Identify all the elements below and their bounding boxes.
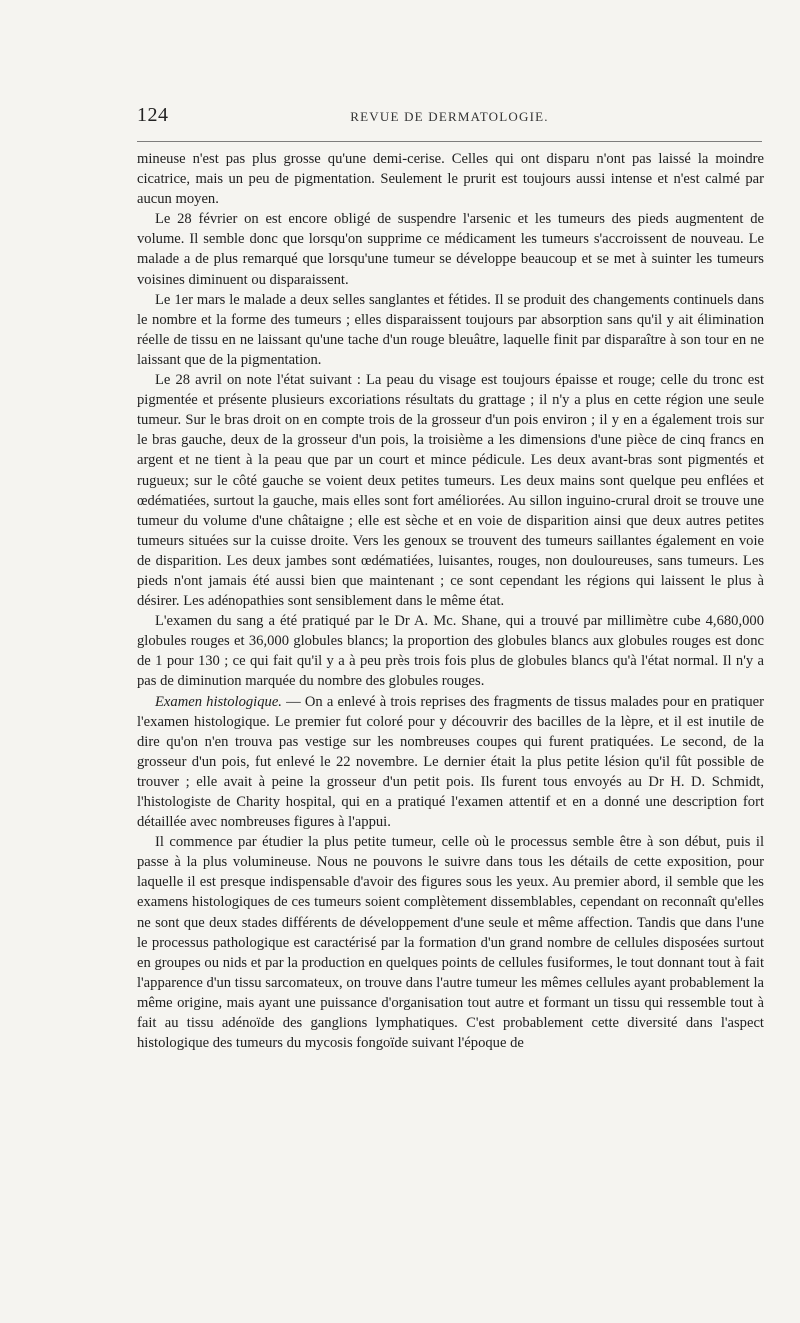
paragraph-4 bbox=[137, 370, 764, 611]
running-head: REVUE DE DERMATOLOGIE. bbox=[350, 109, 549, 124]
page-header bbox=[137, 104, 762, 134]
header-rule bbox=[137, 141, 762, 142]
paragraph-7 bbox=[137, 832, 764, 1053]
paragraph-2 bbox=[137, 209, 764, 289]
section-heading: Examen histologique. bbox=[155, 693, 282, 710]
paragraph-6-text: — On a enlevé à trois reprises des fragments de tissus malades pour en pratiquer l'examen histologique. Le premier fut coloré pour y découvrir des bacilles de la lèpre, et il est inutile de dire qu'on n'en trouva pas vestige sur les nombreuses coupes qui furent pratiquées. Le second, de la grosseur d'un pois, fut enlevé le 22 novembre. Le dernier était la plus petite lésion qu'il fût possible de trouver ; elle avait à peine la grosseur d'un petit pois. Ils furent tous envoyés au Dr H. D. Schmidt, l'histologiste de Charity hospital, qui en a pratiqué l'examen attentif et en a donné une description fort détaillée avec nombreuses figures à l'appui. bbox=[137, 693, 764, 831]
paragraph-5-text: L'examen du sang a été pratiqué par le Dr A. Mc. Shane, qui a trouvé par millimètre cube 4,680,000 globules rouges et 36,000 globules blancs; la proportion des globules blancs aux globules rouges est donc de 1 pour 130 ; ce qui fait qu'il y a à peu près trois fois plus de globules blancs qu'à l'état normal. Il n'y a pas de diminution marquée du nombre des globules rouges. bbox=[137, 613, 764, 690]
page-number: 124 bbox=[137, 104, 169, 126]
paragraph-2-text: Le 28 février on est encore obligé de suspendre l'arsenic et les tumeurs des pieds augmentent de volume. Il semble donc que lorsqu'on supprime ce médicament les tumeurs s'accroissent de nouveau. Le malade a de plus remarqué que lorsqu'une tumeur se développe beaucoup et se met à suinter les tumeurs voisines diminuent ou disparaissent. bbox=[137, 211, 764, 288]
paragraph-7-text: Il commence par étudier la plus petite tumeur, celle où le processus semble être à son début, puis il passe à la plus volumineuse. Nous ne pouvons le suivre dans tous les détails de cette exposition, pour laquelle il est presque indispensable d'avoir des figures sous les yeux. Au premier abord, il semble que les examens histologiques de ces tumeurs soient complètement dissemblables, cependant on reconnaît qu'elles ne sont que deux stades différents de développement d'une seule et même affection. Tandis que dans l'une le processus pathologique est caractérisé par la formation d'un grand nombre de cellules disposées surtout en groupes ou nids et par la production en quelques points de cellules fusiformes, le tout donnant tout à fait l'apparence d'un tissu sarcomateux, on trouve dans l'autre tumeur les mêmes cellules ayant probablement la même origine, mais ayant une puissance d'organisation tout autre et formant un tissu qui ressemble tout à fait au tissu adénoïde des ganglions lymphatiques. C'est probablement cette diversité dans l'aspect histologique des tumeurs du mycosis fongoïde suivant l'époque de bbox=[137, 834, 764, 1052]
paragraph-1 bbox=[137, 149, 764, 209]
paragraph-3-text: Le 1er mars le malade a deux selles sanglantes et fétides. Il se produit des changements continuels dans le nombre et la forme des tumeurs ; elles disparaissent toujours par absorption sans qu'il y ait élimination réelle de tissu en ne laissant qu'une tache d'un rouge bleuâtre, laquelle finit par disparaître à son tour en ne laissant que de la pigmentation. bbox=[137, 291, 764, 368]
article-body bbox=[137, 149, 764, 1053]
paragraph-1-text: mineuse n'est pas plus grosse qu'une demi-cerise. Celles qui ont disparu n'ont pas laissé la moindre cicatrice, mais un peu de pigmentation. Seulement le prurit est toujours aussi intense et n'est calmé par aucun moyen. bbox=[137, 151, 764, 208]
paragraph-5 bbox=[137, 611, 764, 691]
paragraph-3 bbox=[137, 290, 764, 370]
paragraph-6 bbox=[137, 692, 764, 833]
paragraph-4-text: Le 28 avril on note l'état suivant : La peau du visage est toujours épaisse et rouge; celle du tronc est pigmentée et présente plusieurs excoriations résultats du grattage ; il n'y a plus en cette région une seule tumeur. Sur le bras droit on en compte trois de la grosseur d'un pois environ ; il y en a également trois sur le bras gauche, deux de la grosseur d'un pois, la troisième a les dimensions d'une pièce de cinq francs en argent et ne tient à la peau que par un court et mince pédicule. Les deux avant-bras sont pigmentés et rugueux; sur le côté gauche se voient deux petites tumeurs. Les deux mains sont quelque peu enflées et œdématiées, surtout la gauche, mais elles sont fort améliorées. Au sillon inguino-crural droit se trouve une tumeur du volume d'une châtaigne ; elle est sèche et en voie de disparition ainsi que deux autres petites tumeurs situées sur la cuisse droite. Vers les genoux se trouvent des tumeurs saillantes également en voie de disparition. Les deux jambes sont œdématiées, luisantes, rouges, non douloureuses, sans tumeurs. Les pieds n'ont jamais été aussi bien que maintenant ; ce sont cependant les régions qui laissent le plus à désirer. Les adénopathies sont sensiblement dans le même état. bbox=[137, 372, 764, 610]
